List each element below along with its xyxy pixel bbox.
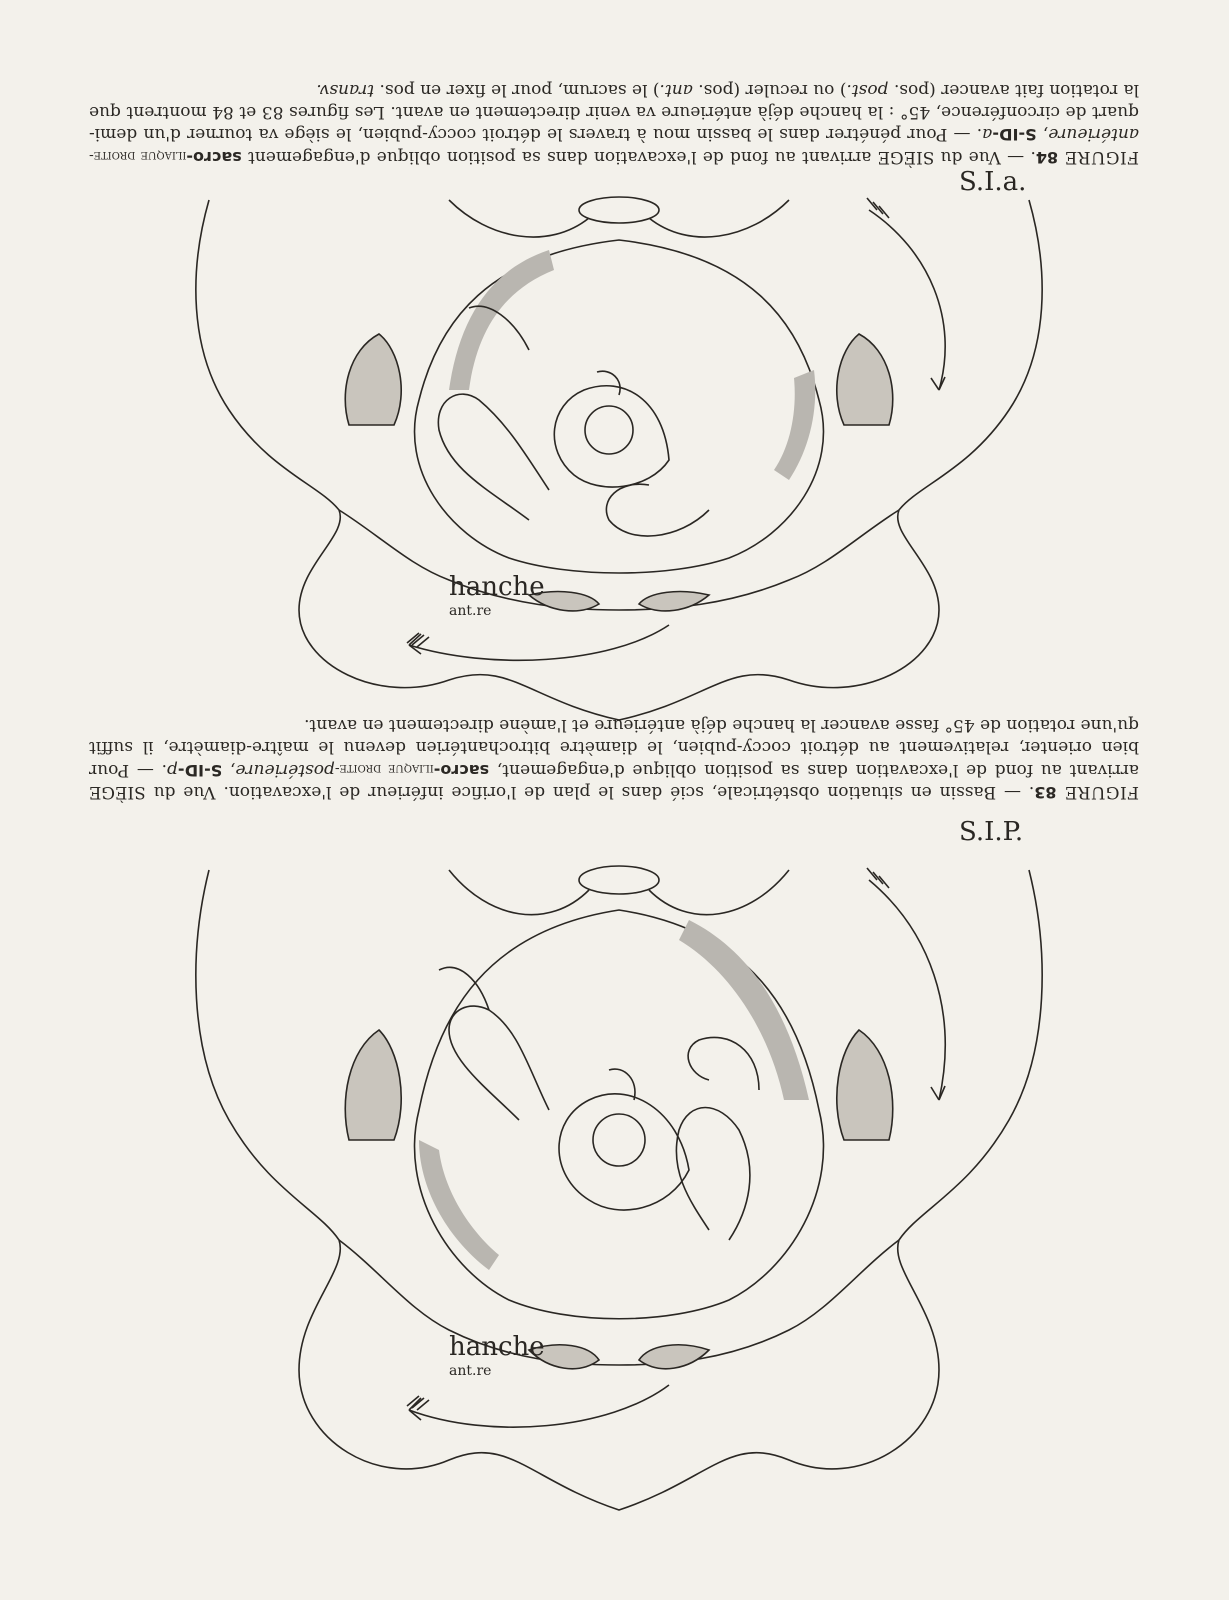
arrow-label-hanche: hanche bbox=[449, 572, 545, 602]
pubic-symphysis bbox=[579, 866, 659, 894]
arrow-hanche-path bbox=[409, 1385, 669, 1427]
pelvis-outline bbox=[196, 870, 1042, 1510]
caption-text: . — Pour pénétrer dans le bassin mou à travers le détroit coccy-pubien, le siège va tourner d'un demi-quart de circonférence, 45° : la hanche déjà antérieure va venir directement en avant. Les figures 83 et 84 montrent que la rotation fait avancer (pos. bbox=[88, 80, 1139, 144]
fetus-foot-left bbox=[688, 1037, 759, 1090]
arrow-label-position: S.I.a. bbox=[959, 167, 1027, 197]
caption-separator: , bbox=[222, 760, 236, 780]
caption-text: . — Pour bien orienter, relativement au détroit coccy-pubien, le diamètre bitrochantérien devenu le maître-diamètre, il suffit qu'une rotation de 45° fasse avancer la hanche déjà antérieure et l'amène directement en avant. bbox=[89, 715, 1139, 780]
sacrum-left bbox=[639, 592, 709, 611]
arrow-label-position: S.I.P. bbox=[959, 817, 1024, 847]
figure-label: FIGURE bbox=[1064, 147, 1139, 167]
ischial-spine-right bbox=[345, 334, 401, 425]
caption-italic: ant. bbox=[659, 80, 693, 100]
caption-bold: sacro- bbox=[186, 148, 242, 167]
arrow-label-hanche-sub: ant.re bbox=[449, 603, 492, 619]
caption-italic: a bbox=[982, 124, 993, 144]
caption-italic: p bbox=[166, 760, 178, 780]
ischial-spine-left bbox=[837, 334, 893, 425]
fetus-buttocks bbox=[554, 386, 669, 487]
caption-text: . — Vue du SIÈGE arrivant au fond de l'excavation dans sa position oblique d'engagement bbox=[241, 147, 1036, 167]
figure-84-illustration bbox=[139, 167, 1089, 770]
caption-bold: S-ID- bbox=[177, 761, 223, 780]
figure-label: FIGURE bbox=[1064, 782, 1139, 802]
fetus-foot-right bbox=[439, 967, 489, 1010]
fetus-leg-upper bbox=[606, 484, 709, 536]
pubic-symphysis bbox=[579, 197, 659, 223]
figure-number: 83 bbox=[1034, 783, 1057, 802]
figure-83-illustration bbox=[139, 817, 1089, 1570]
fetus-genitals bbox=[593, 1114, 645, 1166]
caption-bold: sacro- bbox=[433, 761, 490, 780]
sacrum-left bbox=[639, 1345, 709, 1369]
caption-italic: transv. bbox=[316, 80, 375, 100]
ischial-spine-right bbox=[345, 1030, 401, 1140]
figure-number: 84 bbox=[1035, 148, 1059, 167]
figure-83-caption bbox=[89, 714, 1139, 803]
arrow-label-hanche: hanche bbox=[449, 1332, 545, 1362]
caption-smallcaps: iliaque droite- bbox=[89, 148, 187, 164]
caption-bold: S-ID- bbox=[992, 125, 1037, 144]
caption-italic: post. bbox=[846, 80, 889, 100]
pelvic-cavity bbox=[415, 240, 824, 573]
fetus-genitals bbox=[585, 406, 633, 454]
arrow-hanche-path bbox=[409, 625, 669, 660]
caption-separator: , bbox=[1036, 124, 1049, 144]
caption-italic: antérieure bbox=[1048, 124, 1139, 144]
arrow-label-hanche-sub: ant.re bbox=[449, 1363, 492, 1379]
caption-text: ) ou reculer (pos. bbox=[692, 80, 847, 100]
pelvis-inner-rim bbox=[339, 1240, 899, 1365]
caption-text: ) le sacrum, pour le fixer en pos. bbox=[374, 80, 660, 100]
fetus-leg-right bbox=[449, 1006, 549, 1120]
pelvis-outline bbox=[196, 200, 1042, 720]
caption-italic: postérieure bbox=[235, 760, 335, 780]
fetus-buttocks bbox=[559, 1094, 689, 1210]
figure-84-caption bbox=[89, 79, 1139, 168]
caption-smallcaps: iliaque droite- bbox=[334, 761, 434, 777]
pelvis-inner-rim bbox=[339, 510, 899, 610]
fetus-leg bbox=[438, 394, 549, 520]
caption-text: . — Bassin en situation obstétricale, scié dans le plan de l'orifice inférieur de l'excavation. Vue du SIÈGE arrivant au fond de l'excavation dans sa position oblique d'engagement, bbox=[89, 760, 1139, 802]
ischial-spine-left bbox=[837, 1030, 893, 1140]
